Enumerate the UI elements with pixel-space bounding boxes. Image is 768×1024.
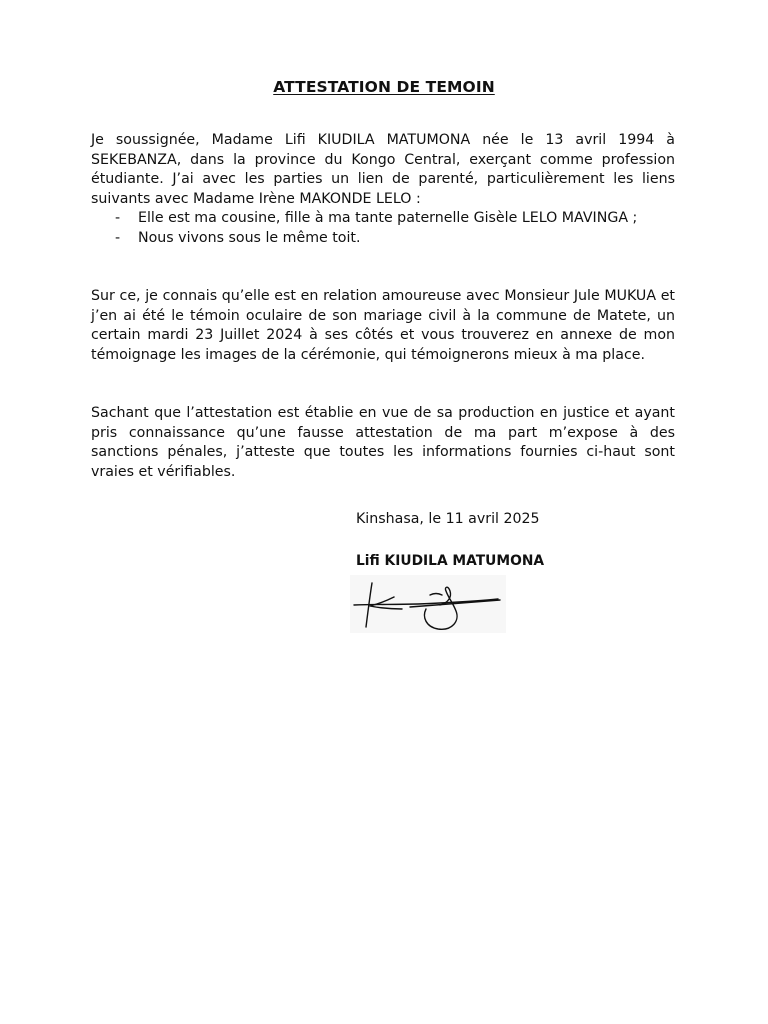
declaration-text: Je soussignée, Madame Lifi KIUDILA MATUMONA née le 13 avril 1994 à SEKEBANZA, dans la province du Kongo Central, exerçant comme profession étudiante. J’ai avec les parties un lien de parenté, particulièrement les liens suivants avec Madame Irène MAKONDE LELO : — [91, 132, 675, 207]
signature-drawing — [350, 575, 506, 633]
legal-statement-paragraph: Sachant que l’attestation est établie en vue de sa production en justice et ayant pris connaissance qu’une fausse attestation de ma part m’expose à des sanctions pénales, j’atteste que toutes les informations fournies ci-haut sont vraies et vérifiables. — [91, 405, 675, 480]
relationship-list — [91, 209, 675, 248]
list-item-text: Elle est ma cousine, fille à ma tante paternelle Gisèle LELO MAVINGA ; — [138, 210, 638, 226]
list-bullet: - — [115, 229, 121, 246]
handwritten-signature — [350, 575, 506, 633]
document-title: ATTESTATION DE TEMOIN — [273, 78, 495, 96]
list-item — [91, 229, 675, 249]
testimony-paragraph: Sur ce, je connais qu’elle est en relation amoureuse avec Monsieur Jule MUKUA et j’en ai été le témoin oculaire de son mariage civil à la commune de Matete, un certain mardi 23 Juillet 2024 à ses côtés et vous trouverez en annexe de mon témoignage les images de la cérémonie, qui témoignerons mieux à ma place. — [91, 288, 675, 363]
list-item — [91, 209, 675, 229]
declaration-paragraph — [91, 131, 675, 248]
place-date: Kinshasa, le 11 avril 2025 — [356, 511, 540, 527]
list-item-text: Nous vivons sous le même toit. — [138, 229, 361, 246]
signer-name: Lifi KIUDILA MATUMONA — [356, 553, 545, 569]
list-bullet: - — [115, 210, 121, 226]
